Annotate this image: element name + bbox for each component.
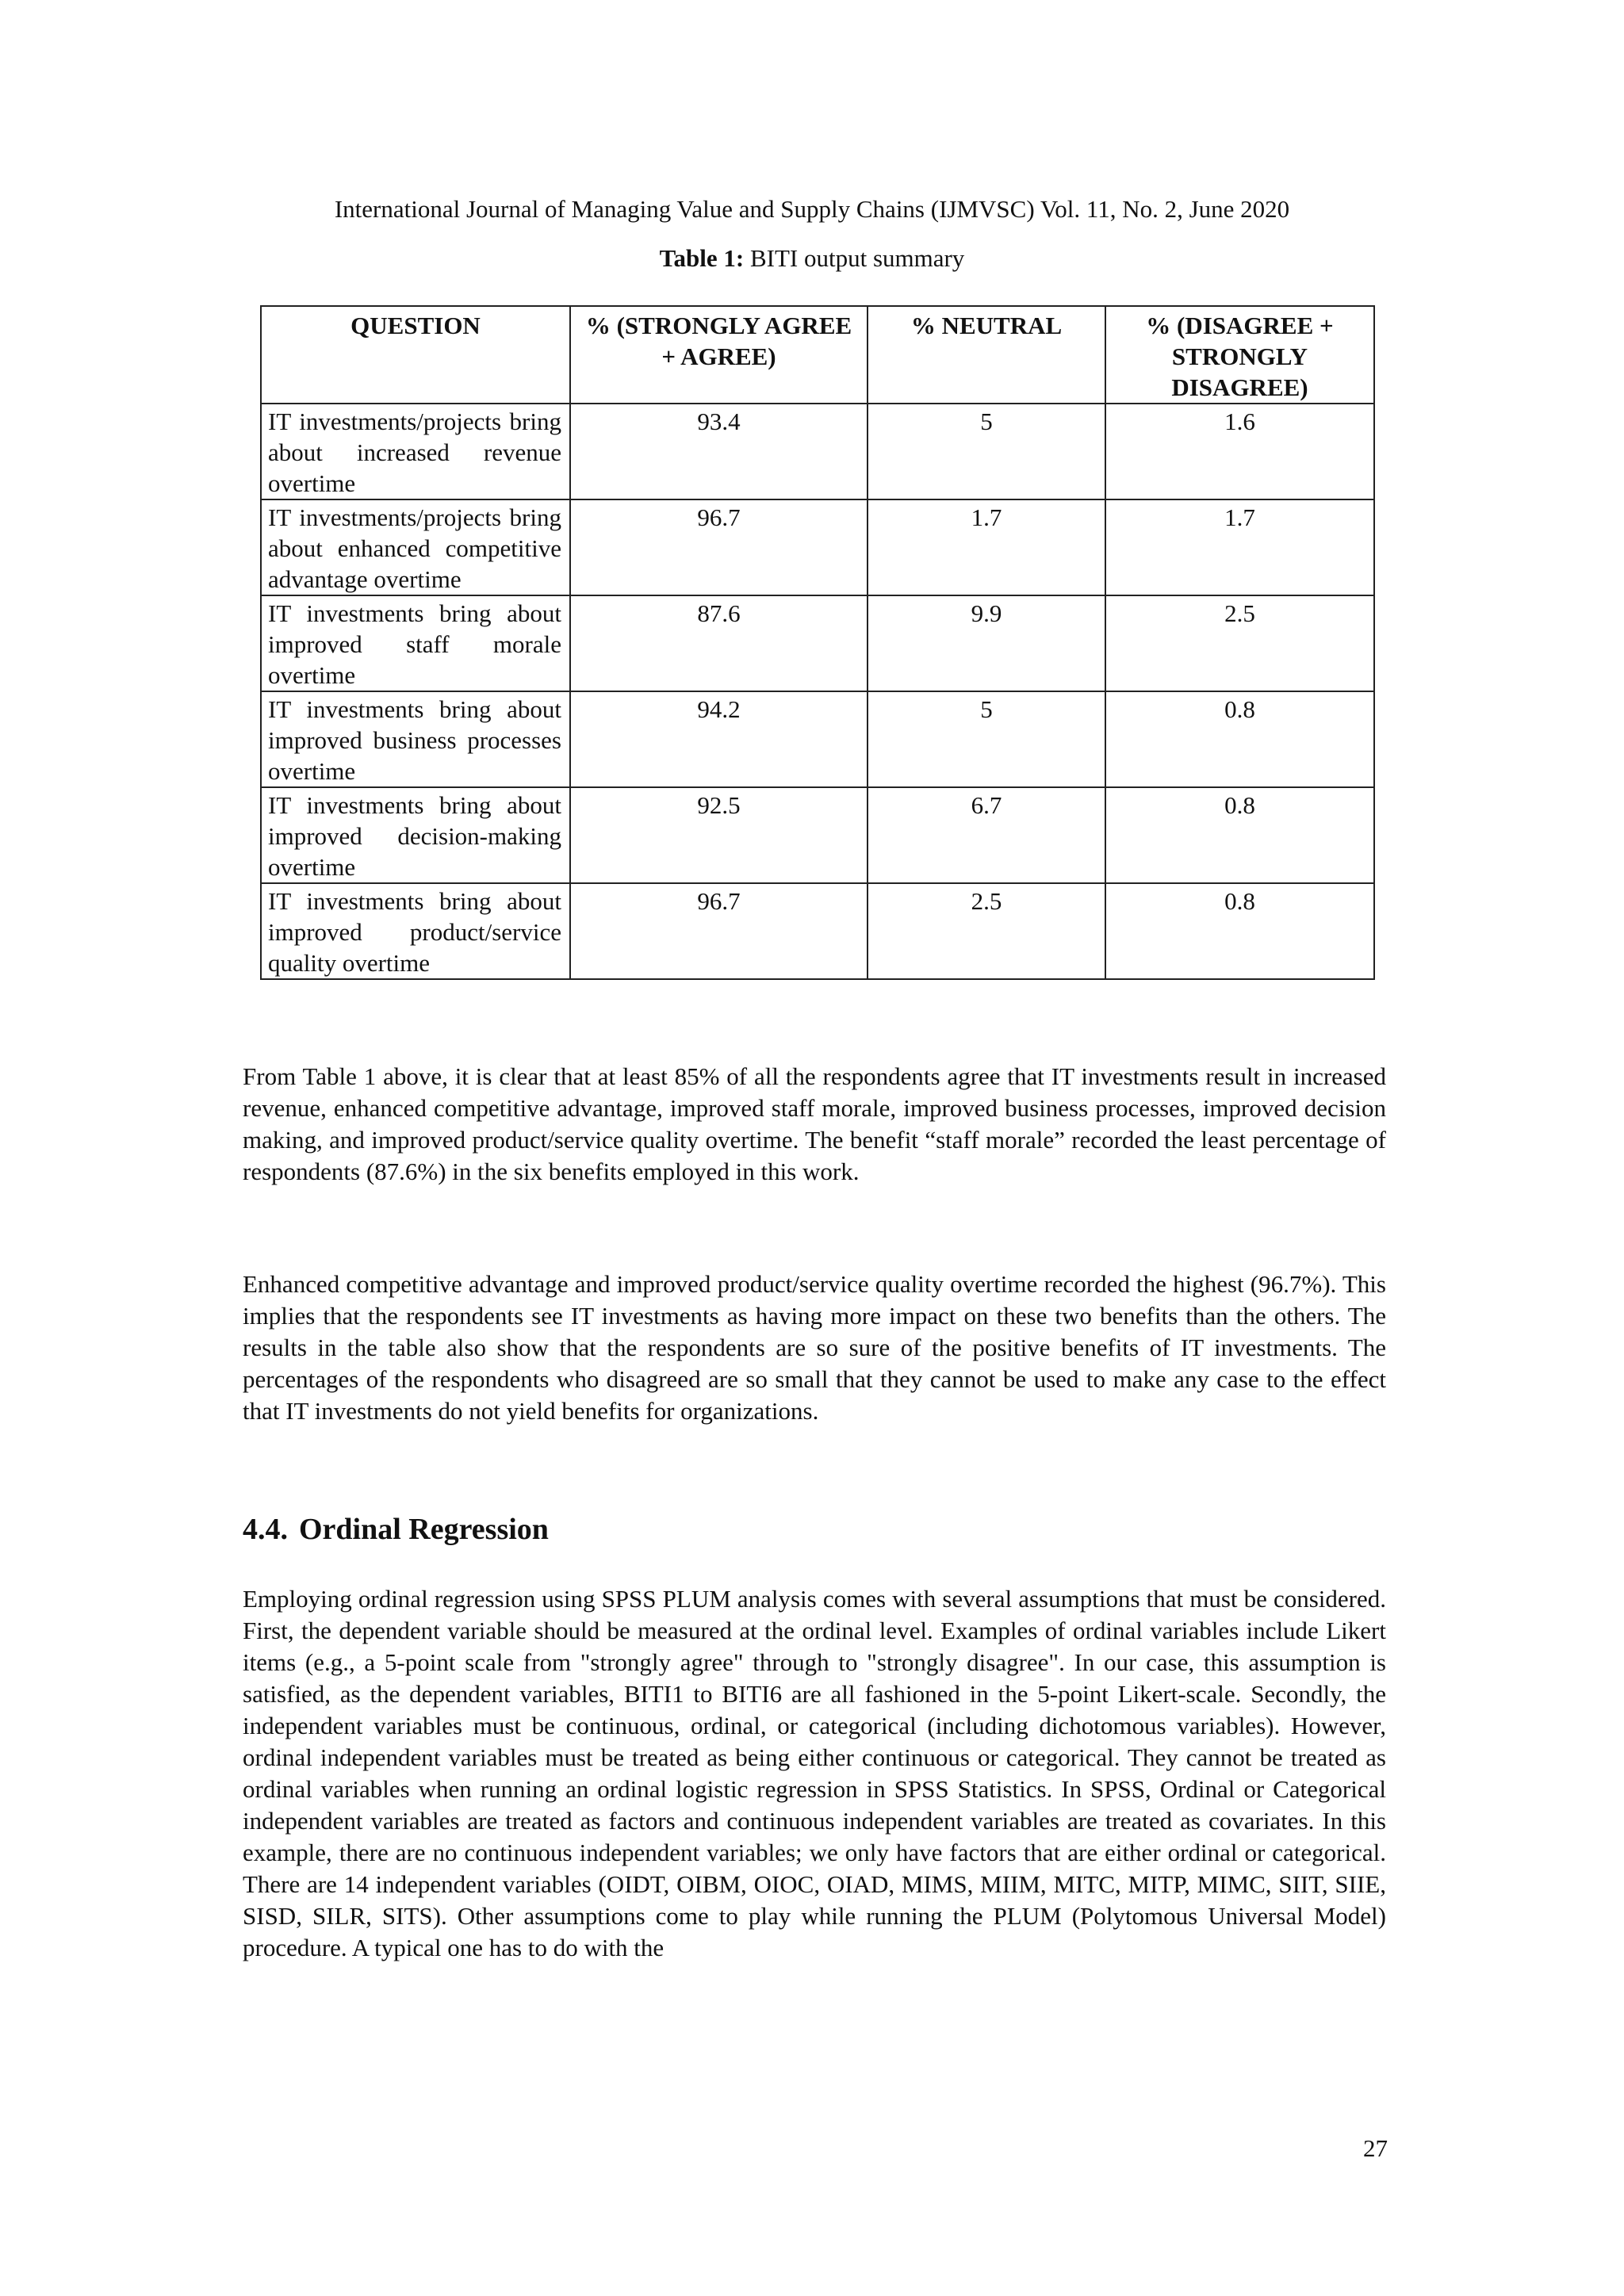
disagree-cell: 0.8: [1105, 883, 1374, 979]
table-caption: [0, 243, 1624, 274]
neutral-cell: 5: [868, 691, 1105, 787]
agree-cell: 94.2: [570, 691, 868, 787]
table-caption-label: Table 1:: [659, 244, 745, 272]
biti-output-table: [260, 305, 1375, 980]
neutral-cell: 5: [868, 404, 1105, 499]
table-row: [261, 691, 1374, 787]
section-title: Ordinal Regression: [299, 1513, 549, 1546]
neutral-cell: 6.7: [868, 787, 1105, 883]
section-heading: [243, 1511, 549, 1548]
agree-cell: 96.7: [570, 499, 868, 595]
neutral-cell: 1.7: [868, 499, 1105, 595]
paragraph-table-discussion: From Table 1 above, it is clear that at least 85% of all the respondents agree that IT investments result in increased revenue, enhanced competitive advantage, improved staff morale, improved business processes, improved decision making, and improved product/service quality overtime. The benefit “staff morale” recorded the least percentage of respondents (87.6%) in the six benefits employed in this work.: [243, 1062, 1386, 1185]
disagree-cell: 0.8: [1105, 787, 1374, 883]
column-header-question: QUESTION: [261, 306, 570, 404]
section-number: 4.4.: [243, 1513, 288, 1546]
running-header: International Journal of Managing Value and Supply Chains (IJMVSC) Vol. 11, No. 2, June 2020: [334, 195, 1290, 223]
disagree-cell: 1.6: [1105, 404, 1374, 499]
table-row: [261, 883, 1374, 979]
table-row: [261, 595, 1374, 691]
question-cell: IT investments bring about improved business processes overtime: [261, 691, 570, 787]
table-row: [261, 404, 1374, 499]
table-caption-text: BITI output summary: [744, 244, 965, 272]
disagree-cell: 1.7: [1105, 499, 1374, 595]
paragraph-highest-benefits: Enhanced competitive advantage and improved product/service quality overtime recorded the highest (96.7%). This implies that the respondents see IT investments as having more impact on these two benefits than the others. The results in the table also show that the respondents are so sure of the positive benefits of IT investments. The percentages of the respondents who disagreed are so small that they cannot be used to make any case to the effect that IT investments do not yield benefits for organizations.: [243, 1270, 1386, 1425]
column-header-neutral: % NEUTRAL: [868, 306, 1105, 404]
question-cell: IT investments bring about improved staff morale overtime: [261, 595, 570, 691]
question-cell: IT investments/projects bring about increased revenue overtime: [261, 404, 570, 499]
agree-cell: 96.7: [570, 883, 868, 979]
neutral-cell: 9.9: [868, 595, 1105, 691]
agree-cell: 87.6: [570, 595, 868, 691]
page-number: 27: [1363, 2134, 1388, 2162]
question-cell: IT investments bring about improved decision-making overtime: [261, 787, 570, 883]
disagree-cell: 2.5: [1105, 595, 1374, 691]
table-row: [261, 499, 1374, 595]
agree-cell: 92.5: [570, 787, 868, 883]
question-cell: IT investments/projects bring about enhanced competitive advantage overtime: [261, 499, 570, 595]
agree-cell: 93.4: [570, 404, 868, 499]
question-cell: IT investments bring about improved product/service quality overtime: [261, 883, 570, 979]
paragraph-ordinal-regression: Employing ordinal regression using SPSS PLUM analysis comes with several assumptions that must be considered. First, the dependent variable should be measured at the ordinal level. Examples of ordinal variables include Likert items (e.g., a 5-point scale from "strongly agree" through to "strongly disagree". In our case, this assumption is satisfied, as the dependent variables, BITI1 to BITI6 are all fashioned in the 5-point Likert-scale. Secondly, the independent variables must be continuous, ordinal, or categorical (including dichotomous variables). However, ordinal independent variables must be treated as being either continuous or categorical. They cannot be treated as ordinal variables when running an ordinal logistic regression in SPSS Statistics. In SPSS, Ordinal or Categorical independent variables are treated as factors and continuous independent variables are treated as covariates. In this example, there are no continuous independent variables; we only have factors that are either ordinal or categorical. There are 14 independent variables (OIDT, OIBM, OIOC, OIAD, MIMS, MIIM, MITC, MITP, MIMC, SIIT, SIIE, SISD, SILR, SITS). Other assumptions come to play while running the PLUM (Polytomous Universal Model) procedure. A typical one has to do with the: [243, 1585, 1386, 1961]
table-header-row: [261, 306, 1374, 404]
disagree-cell: 0.8: [1105, 691, 1374, 787]
column-header-disagree: % (DISAGREE + STRONGLY DISAGREE): [1105, 306, 1374, 404]
column-header-agree: % (STRONGLY AGREE + AGREE): [570, 306, 868, 404]
neutral-cell: 2.5: [868, 883, 1105, 979]
table-row: [261, 787, 1374, 883]
